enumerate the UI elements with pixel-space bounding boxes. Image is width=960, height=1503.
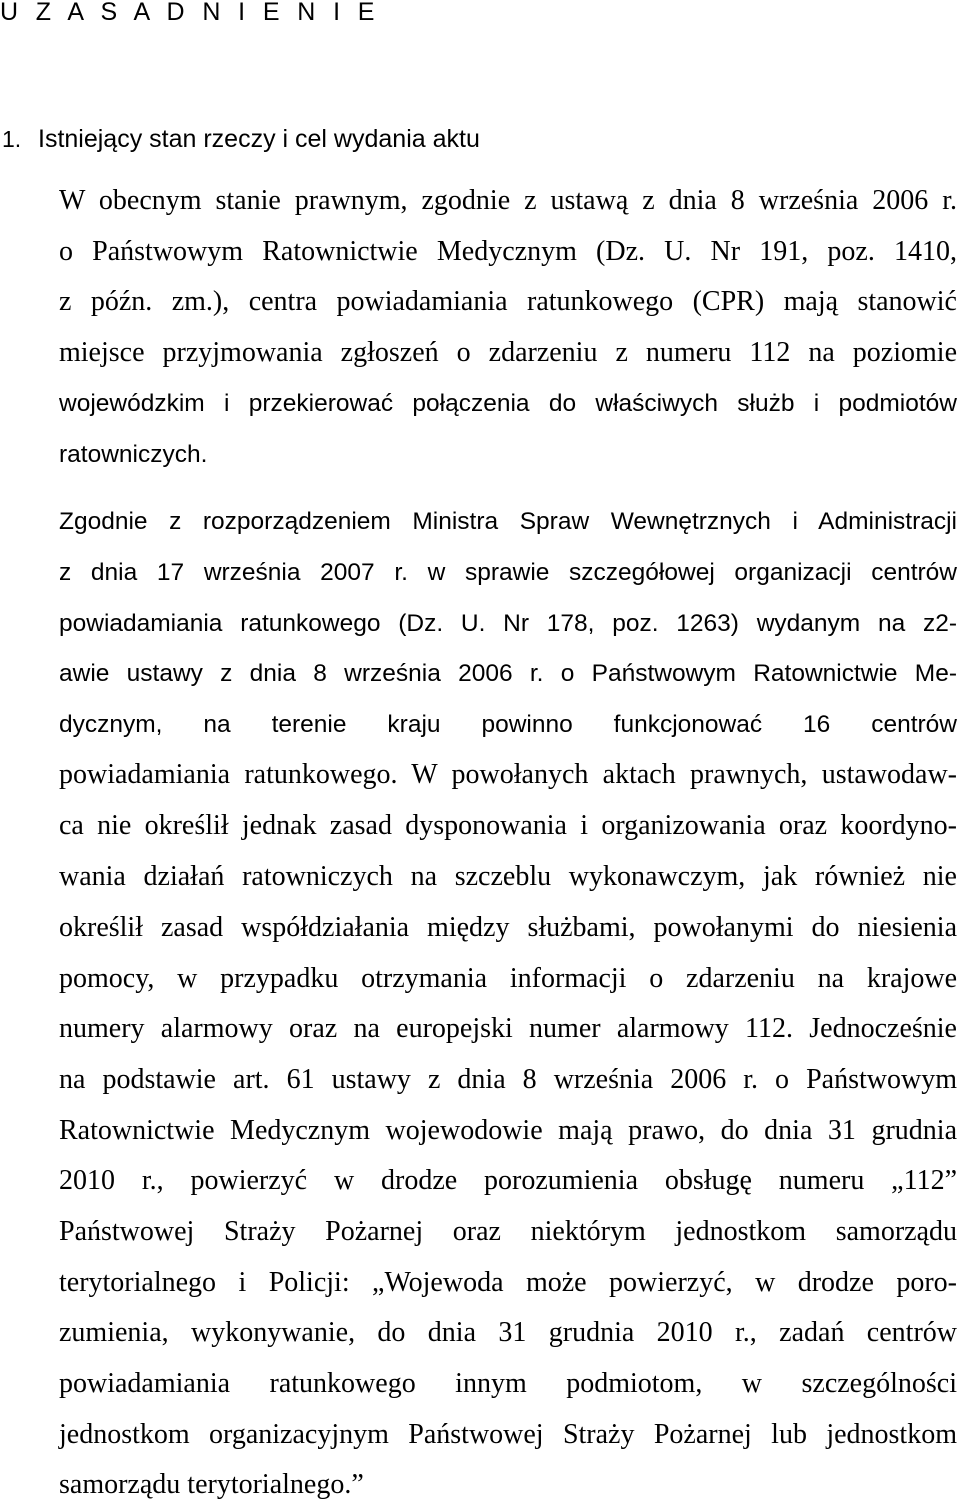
paragraph-line: Zgodnie z rozporządzeniem Ministra Spraw Wewnętrznych i Administracji [59,508,957,535]
paragraph-line: awie ustawy z dnia 8 września 2006 r. o Państwowym Ratownictwie Me- [59,660,957,687]
paragraph-line: pomocy, w przypadku otrzymania informacji o zdarzeniu na krajowe [59,963,957,994]
paragraph-line: określił zasad współdziałania między służbami, powołanymi do niesienia [59,912,957,943]
paragraph-line: z dnia 17 września 2007 r. w sprawie szczegółowej organizacji centrów [59,559,957,586]
paragraph-line: powiadamiania ratunkowego innym podmiotom, w szczególności [59,1368,957,1399]
section-number: 1. [2,126,22,152]
paragraph-line: Państwowej Straży Pożarnej oraz niektórym jednostkom samorządu [59,1216,957,1247]
paragraph-line: zumienia, wykonywanie, do dnia 31 grudnia 2010 r., zadań centrów [59,1317,957,1348]
paragraph-line: W obecnym stanie prawnym, zgodnie z ustawą z dnia 8 września 2006 r. [59,185,957,216]
paragraph-line: dycznym, na terenie kraju powinno funkcjonować 16 centrów [59,711,957,738]
paragraph-line: miejsce przyjmowania zgłoszeń o zdarzeniu z numeru 112 na poziomie [59,337,957,368]
document-heading: U Z A S A D N I E N I E [0,0,380,26]
paragraph-line: powiadamiania ratunkowego (Dz. U. Nr 178, poz. 1263) wydanym na z2- [59,610,957,637]
paragraph-line: wojewódzkim i przekierować połączenia do właściwych służb i podmiotów [59,390,957,417]
paragraph-line: powiadamiania ratunkowego. W powołanych aktach prawnych, ustawodaw- [59,759,957,790]
paragraph-line: terytorialnego i Policji: „Wojewoda może powierzyć, w drodze poro- [59,1267,957,1298]
paragraph-line: z późn. zm.), centra powiadamiania ratunkowego (CPR) mają stanowić [59,286,957,317]
paragraph-line: Ratownictwie Medycznym wojewodowie mają prawo, do dnia 31 grudnia [59,1115,957,1146]
paragraph-line: o Państwowym Ratownictwie Medycznym (Dz. U. Nr 191, poz. 1410, [59,236,957,267]
section-title: Istniejący stan rzeczy i cel wydania aktu [38,125,480,153]
paragraph-line: wania działań ratowniczych na szczeblu wykonawczym, jak również nie [59,861,957,892]
paragraph-line: ca nie określił jednak zasad dysponowania i organizowania oraz koordyno- [59,810,957,841]
paragraph-line: 2010 r., powierzyć w drodze porozumienia obsługę numeru „112” [59,1165,957,1196]
paragraph-line: ratowniczych. [59,441,208,468]
paragraph-line: jednostkom organizacyjnym Państwowej Straży Pożarnej lub jednostkom [59,1419,957,1450]
paragraph-line: samorządu terytorialnego.” [59,1469,364,1500]
paragraph-line: na podstawie art. 61 ustawy z dnia 8 września 2006 r. o Państwowym [59,1064,957,1095]
paragraph-line: numery alarmowy oraz na europejski numer alarmowy 112. Jednocześnie [59,1013,957,1044]
